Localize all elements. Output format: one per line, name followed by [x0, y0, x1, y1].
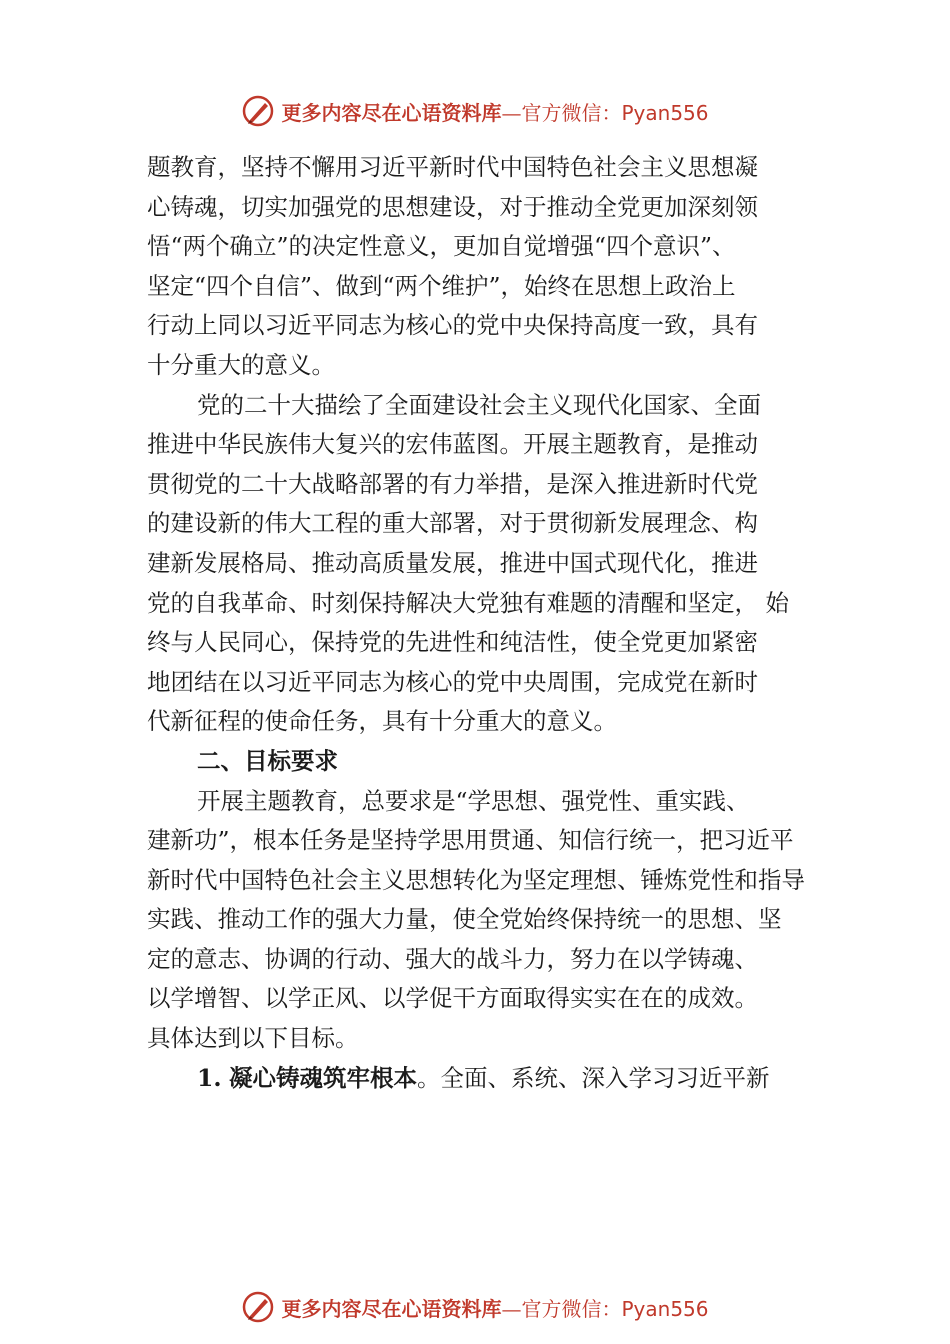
list-item-text: 。全面、系统、深入学习习近平新: [417, 1063, 770, 1092]
document-body: [147, 148, 807, 1098]
watermark-text: [281, 97, 708, 126]
text-line: 党的二十大描绘了全面建设社会主义现代化国家、全面: [197, 390, 761, 419]
text-line: 题教育，坚持不懈用习近平新时代中国特色社会主义思想凝: [147, 153, 758, 181]
watermark-dash: —: [501, 1296, 522, 1321]
watermark-wechat-label: 官方微信：: [521, 100, 622, 125]
pen-logo-icon: [241, 94, 275, 128]
text-line: 建新发展格局、推动高质量发展，推进中国式现代化，推进: [147, 548, 758, 577]
watermark-dash: —: [501, 100, 522, 125]
text-line: 新时代中国特色社会主义思想转化为坚定理想、锤炼党性和指导: [147, 865, 805, 894]
text-line: 终与人民同心，保持党的先进性和纯洁性，使全党更加紧密: [147, 628, 758, 657]
text-line: 实践、推动工作的强大力量，使全党始终保持统一的思想、坚: [147, 905, 782, 934]
list-number: 1.: [197, 1063, 222, 1092]
watermark-footer: [0, 1290, 950, 1324]
text-line: 建新功”，根本任务是坚持学思用贯通、知信行统一，把习近平: [147, 826, 794, 855]
text-line: 开展主题教育，总要求是“学思想、强党性、重实践、: [197, 786, 750, 815]
text-line: 行动上同以习近平同志为核心的党中央保持高度一致，具有: [147, 311, 758, 340]
watermark-wechat-label: 官方微信：: [521, 1296, 622, 1321]
text-line: 定的意志、协调的行动、强大的战斗力，努力在以学铸魂、: [147, 944, 758, 973]
text-line: 的建设新的伟大工程的重大部署，对于贯彻新发展理念、构: [147, 509, 758, 538]
text-line: 具体达到以下目标。: [147, 1024, 359, 1053]
text-line: 坚定“四个自信”、做到“两个维护”，始终在思想上政治上: [147, 271, 736, 300]
watermark-slogan: 更多内容尽在心语资料库: [281, 100, 502, 125]
section-heading: 二、目标要求: [197, 746, 338, 775]
list-item-title: 凝心铸魂筑牢根本: [229, 1063, 418, 1092]
text-line: 心铸魂，切实加强党的思想建设，对于推动全党更加深刻领: [147, 192, 758, 221]
pen-logo-icon: [241, 1290, 275, 1324]
text-line: 地团结在以习近平同志为核心的党中央周围，完成党在新时: [147, 667, 758, 696]
text-line: 代新征程的使命任务，具有十分重大的意义。: [147, 707, 617, 736]
watermark-wechat-id: Pyan556: [621, 100, 709, 125]
watermark-text: [281, 1293, 708, 1322]
watermark-header: [0, 94, 950, 128]
text-line: 以学增智、以学正风、以学促干方面取得实实在在的成效。: [147, 984, 758, 1013]
text-line: 党的自我革命、时刻保持解决大党独有难题的清醒和坚定， 始: [147, 588, 789, 617]
text-line: 贯彻党的二十大战略部署的有力举措，是深入推进新时代党: [147, 469, 758, 498]
watermark-slogan: 更多内容尽在心语资料库: [281, 1296, 502, 1321]
text-line: 悟“两个确立”的决定性意义，更加自觉增强“四个意识”、: [147, 232, 736, 261]
watermark-wechat-id: Pyan556: [621, 1296, 709, 1321]
list-item-line: [147, 1059, 807, 1099]
text-line: 推进中华民族伟大复兴的宏伟蓝图。开展主题教育，是推动: [147, 430, 758, 459]
text-line: 十分重大的意义。: [147, 350, 335, 379]
